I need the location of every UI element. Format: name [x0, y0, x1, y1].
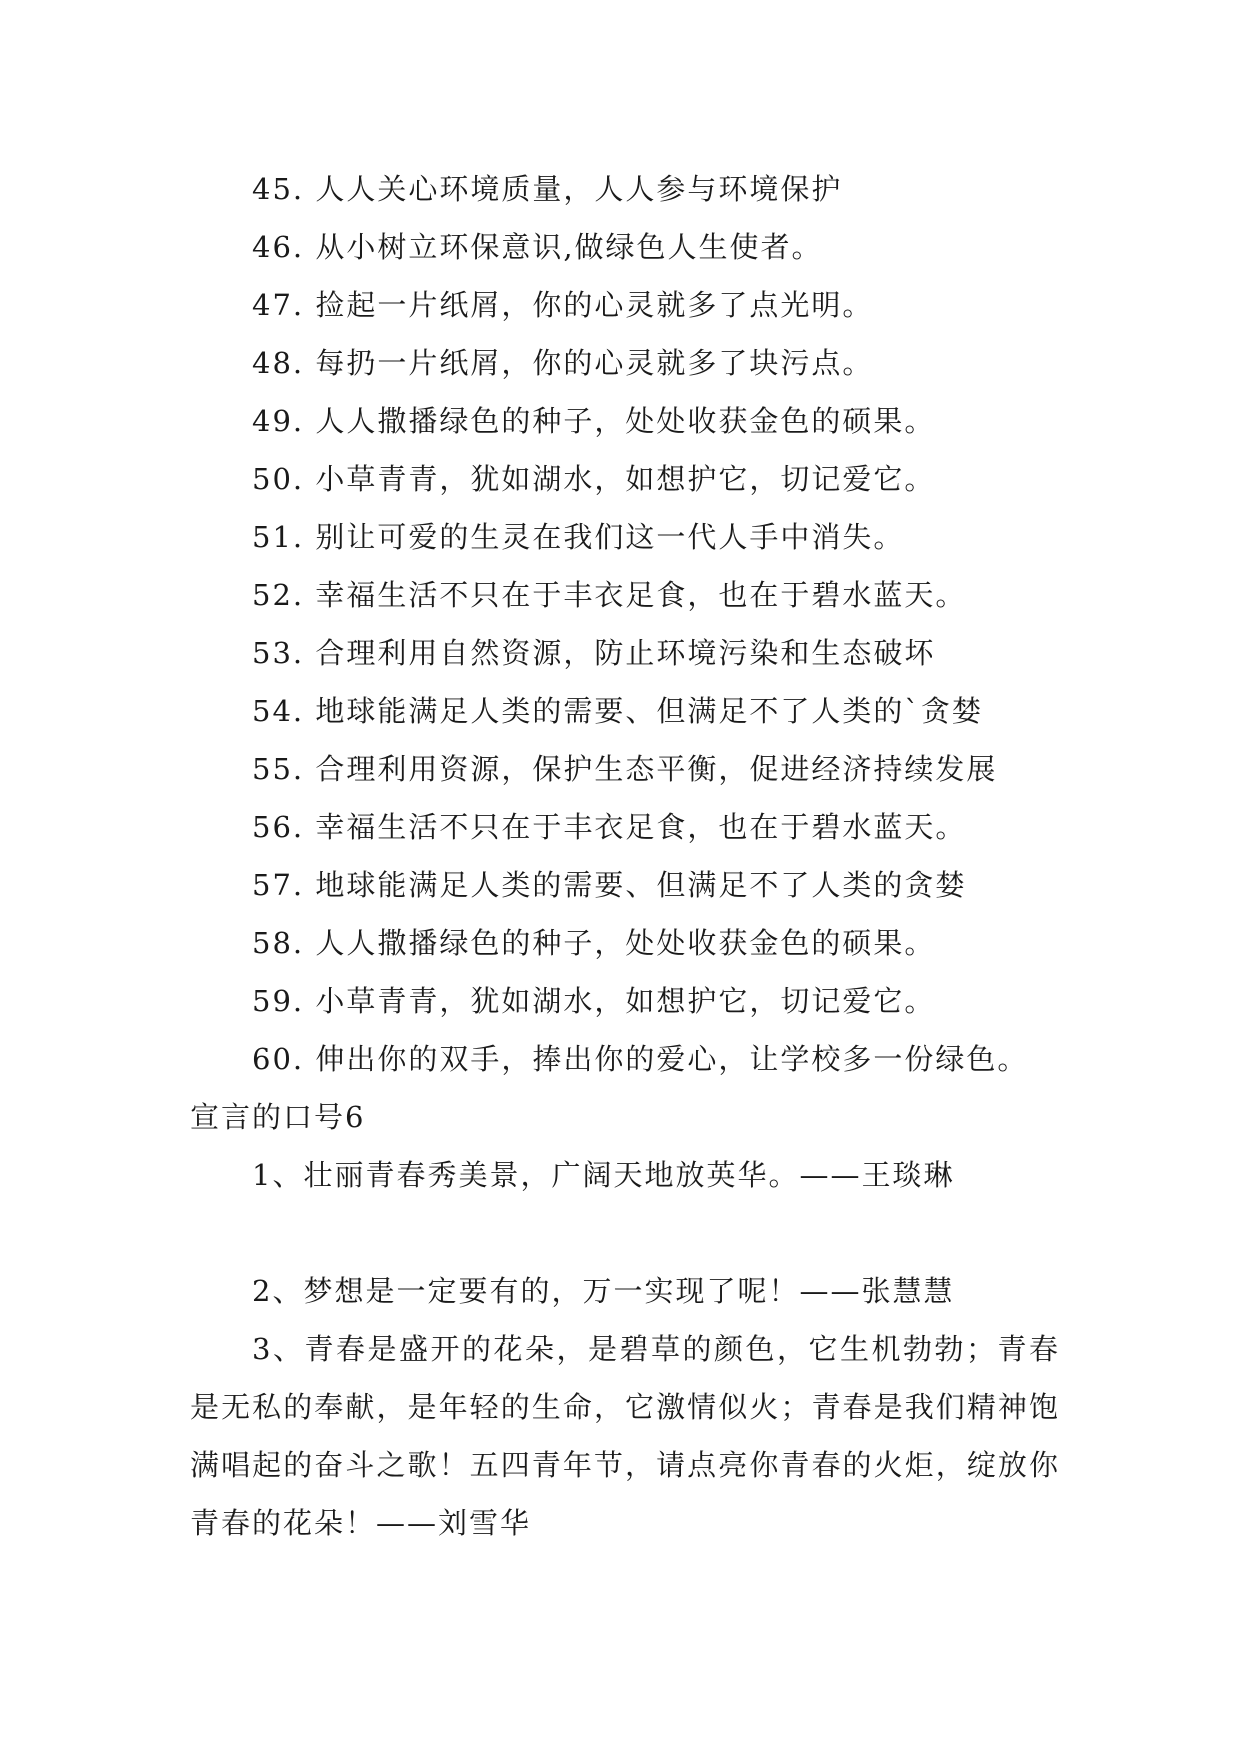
- slogan-line: 60. 伸出你的双手，捧出你的爱心，让学校多一份绿色。: [252, 1042, 1029, 1076]
- slogan-line: 55. 合理利用资源，保护生态平衡，促进经济持续发展: [252, 752, 998, 786]
- slogan-line: 54. 地球能满足人类的需要、但满足不了人类的`贪婪: [252, 694, 983, 728]
- blank-line: [190, 1204, 1060, 1262]
- slogan-line: 51. 别让可爱的生灵在我们这一代人手中消失。: [252, 520, 905, 554]
- document-body: [190, 160, 1060, 1552]
- slogan-line: 47. 捡起一片纸屑，你的心灵就多了点光明。: [252, 288, 874, 322]
- slogan-line: 53. 合理利用自然资源，防止环境污染和生态破坏: [252, 636, 936, 670]
- slogan-line: 58. 人人撒播绿色的种子，处处收获金色的硕果。: [252, 926, 936, 960]
- slogan-line: 52. 幸福生活不只在于丰衣足食，也在于碧水蓝天。: [252, 578, 967, 612]
- slogan-line: 59. 小草青青，犹如湖水，如想护它，切记爱它。: [252, 984, 936, 1018]
- slogan-line: 56. 幸福生活不只在于丰衣足食，也在于碧水蓝天。: [252, 810, 967, 844]
- quote-line: 2、梦想是一定要有的，万一实现了呢！——张慧慧: [252, 1274, 955, 1308]
- quote-paragraph: 3、青春是盛开的花朵，是碧草的颜色，它生机勃勃；青春是无私的奉献，是年轻的生命，它激情似火；青春是我们精神饱满唱起的奋斗之歌！五四青年节，请点亮你青春的火炬，绽放你青春的花朵！——刘雪华: [190, 1332, 1060, 1540]
- slogan-line: 46. 从小树立环保意识,做绿色人生使者。: [252, 230, 823, 264]
- slogan-line: 50. 小草青青，犹如湖水，如想护它，切记爱它。: [252, 462, 936, 496]
- slogan-line: 57. 地球能满足人类的需要、但满足不了人类的贪婪: [252, 868, 967, 902]
- section-heading: 宣言的口号6: [190, 1100, 366, 1134]
- slogan-line: 45. 人人关心环境质量，人人参与环境保护: [252, 172, 843, 206]
- slogan-line: 48. 每扔一片纸屑，你的心灵就多了块污点。: [252, 346, 874, 380]
- slogan-line: 49. 人人撒播绿色的种子，处处收获金色的硕果。: [252, 404, 936, 438]
- quote-line: 1、壮丽青春秀美景，广阔天地放英华。——王琰琳: [252, 1158, 955, 1192]
